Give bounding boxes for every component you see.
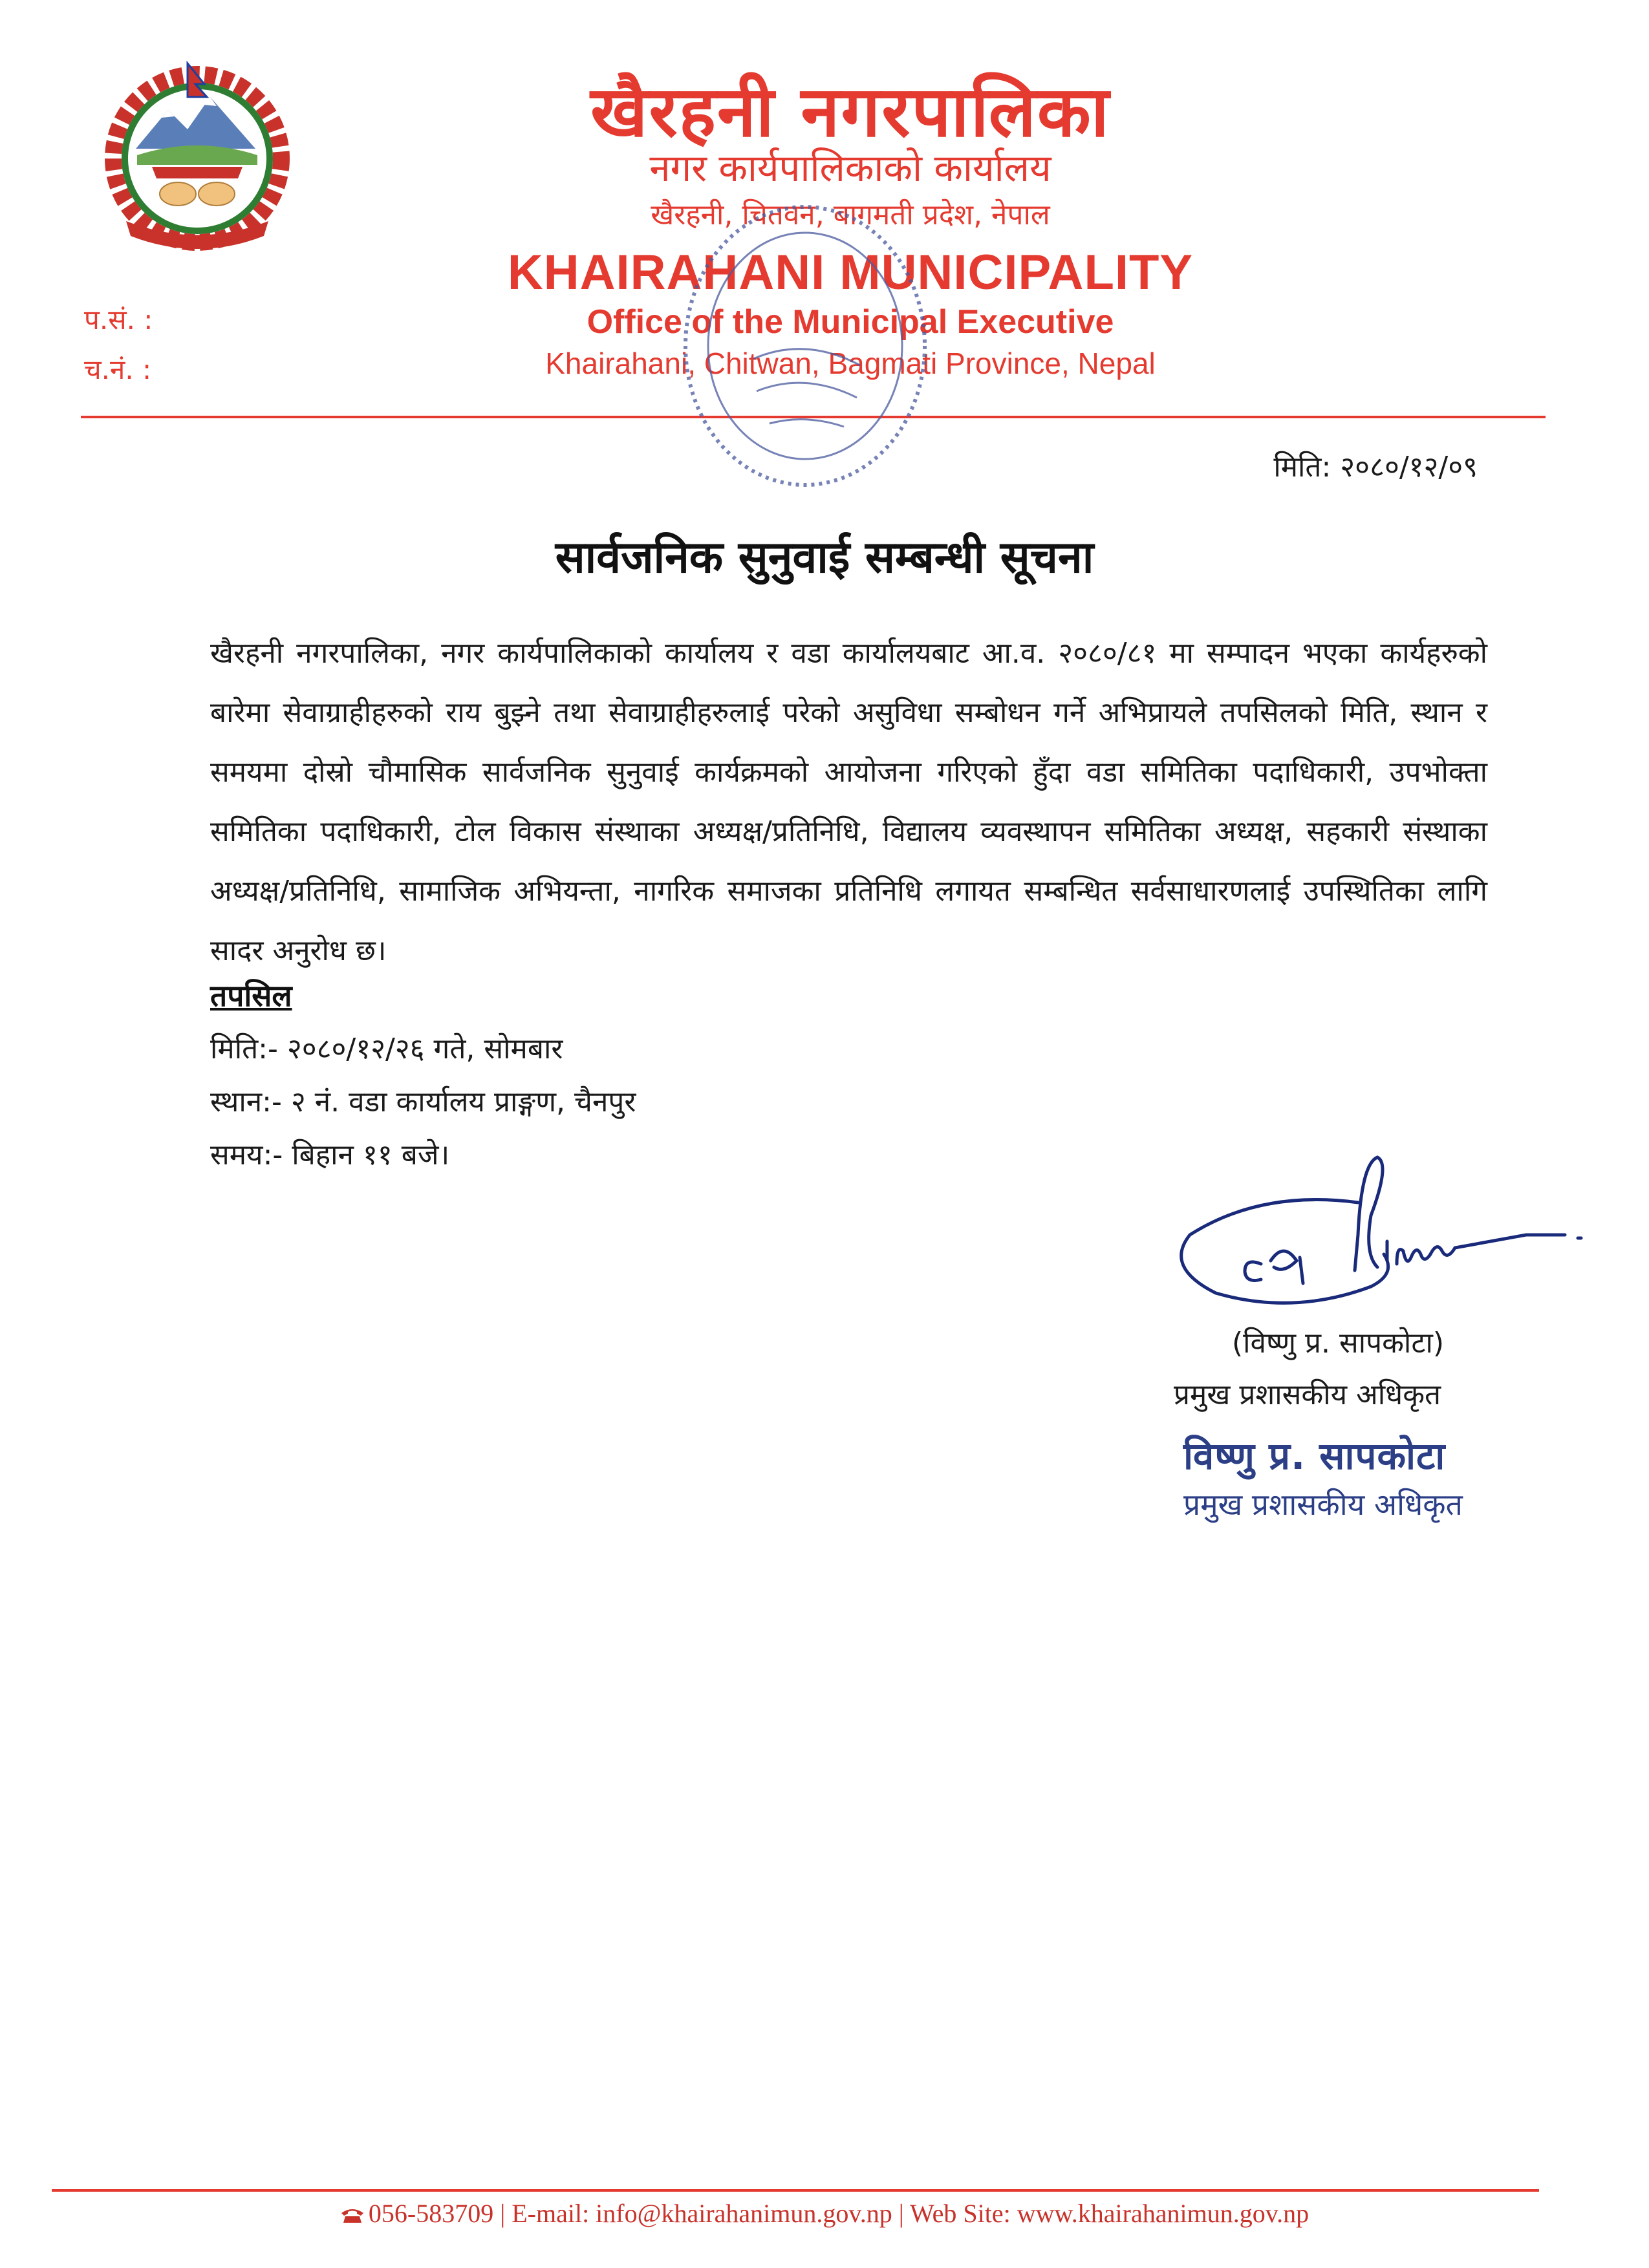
signatory-title: प्रमुख प्रशासकीय अधिकृत [1174,1378,1441,1411]
reference-cn-label: च.नं. : [84,354,152,385]
address-english: Khairahani, Chitwan, Bagmati Province, Nepal [545,347,1156,380]
office-name-nepali: नगर कार्यपालिकाको कार्यालय [649,146,1051,190]
municipality-name-english: KHAIRAHANI MUNICIPALITY [507,245,1194,300]
letter-date: मिति: २०८०/१२/०९ [1273,451,1478,484]
notice-title: सार्वजनिक सुनुवाई सम्बन्धी सूचना [555,532,1094,583]
municipality-name-nepali: खैरहनी नगरपालिका [590,72,1110,153]
municipality-seal-icon [676,197,934,495]
address-nepali: खैरहनी, चितवन, बागमती प्रदेश, नेपाल [651,198,1050,231]
footer-text: 056-583709 | E-mail: info@khairahanimun.gov.np | Web Site: www.khairahanimun.gov.np [368,2199,1310,2228]
reference-ps-label: प.सं. : [84,304,153,336]
name-stamp: विष्णु प्र. सापकोटा [1183,1434,1446,1478]
title-stamp: प्रमुख प्रशासकीय अधिकृत [1183,1487,1463,1522]
footer-contact [0,2198,1649,2229]
handwritten-signature-icon [1164,1138,1604,1319]
signatory-name: (विष्णु प्र. सापकोटा) [1232,1327,1445,1360]
schedule-date: मिति:- २०८०/१२/२६ गते, सोमबार [210,1032,563,1065]
schedule-place: स्थान:- २ नं. वडा कार्यालय प्राङ्गण, चैनपुर [210,1086,636,1118]
schedule-heading: तपसिल [210,978,292,1013]
telephone-icon [340,2207,365,2223]
notice-body: खैरहनी नगरपालिका, नगर कार्यपालिकाको कार्यालय र वडा कार्यालयबाट आ.व. २०८०/८१ मा सम्पादन भएका कार्यहरुको बारेमा सेवाग्राहीहरुको राय बुझ्ने तथा सेवाग्राहीहरुलाई परेको असुविधा सम्बोधन गर्ने अभिप्रायले तपसिलको मिति, स्थान र समयमा दोस्रो चौमासिक सार्वजनिक सुनुवाई कार्यक्रमको आयोजना गरिएको हुँदा वडा समितिका पदाधिकारी, उपभोक्ता समितिका पदाधिकारी, टोल विकास संस्थाका अध्यक्ष/प्रतिनिधि, विद्यालय व्यवस्थापन समितिका अध्यक्ष, सहकारी संस्थाका अध्यक्ष/प्रतिनिधि, सामाजिक अभियन्ता, नागरिक समाजका प्रतिनिधि लगायत सम्बन्धित सर्वसाधारणलाई उपस्थितिका लागि सादर अनुरोध छ। [210,637,1487,967]
office-name-english: Office of the Municipal Executive [587,303,1114,341]
schedule-time: समय:- बिहान ११ बजे। [210,1139,450,1171]
nepal-government-emblem-icon [91,52,304,259]
footer-divider [52,2189,1539,2192]
